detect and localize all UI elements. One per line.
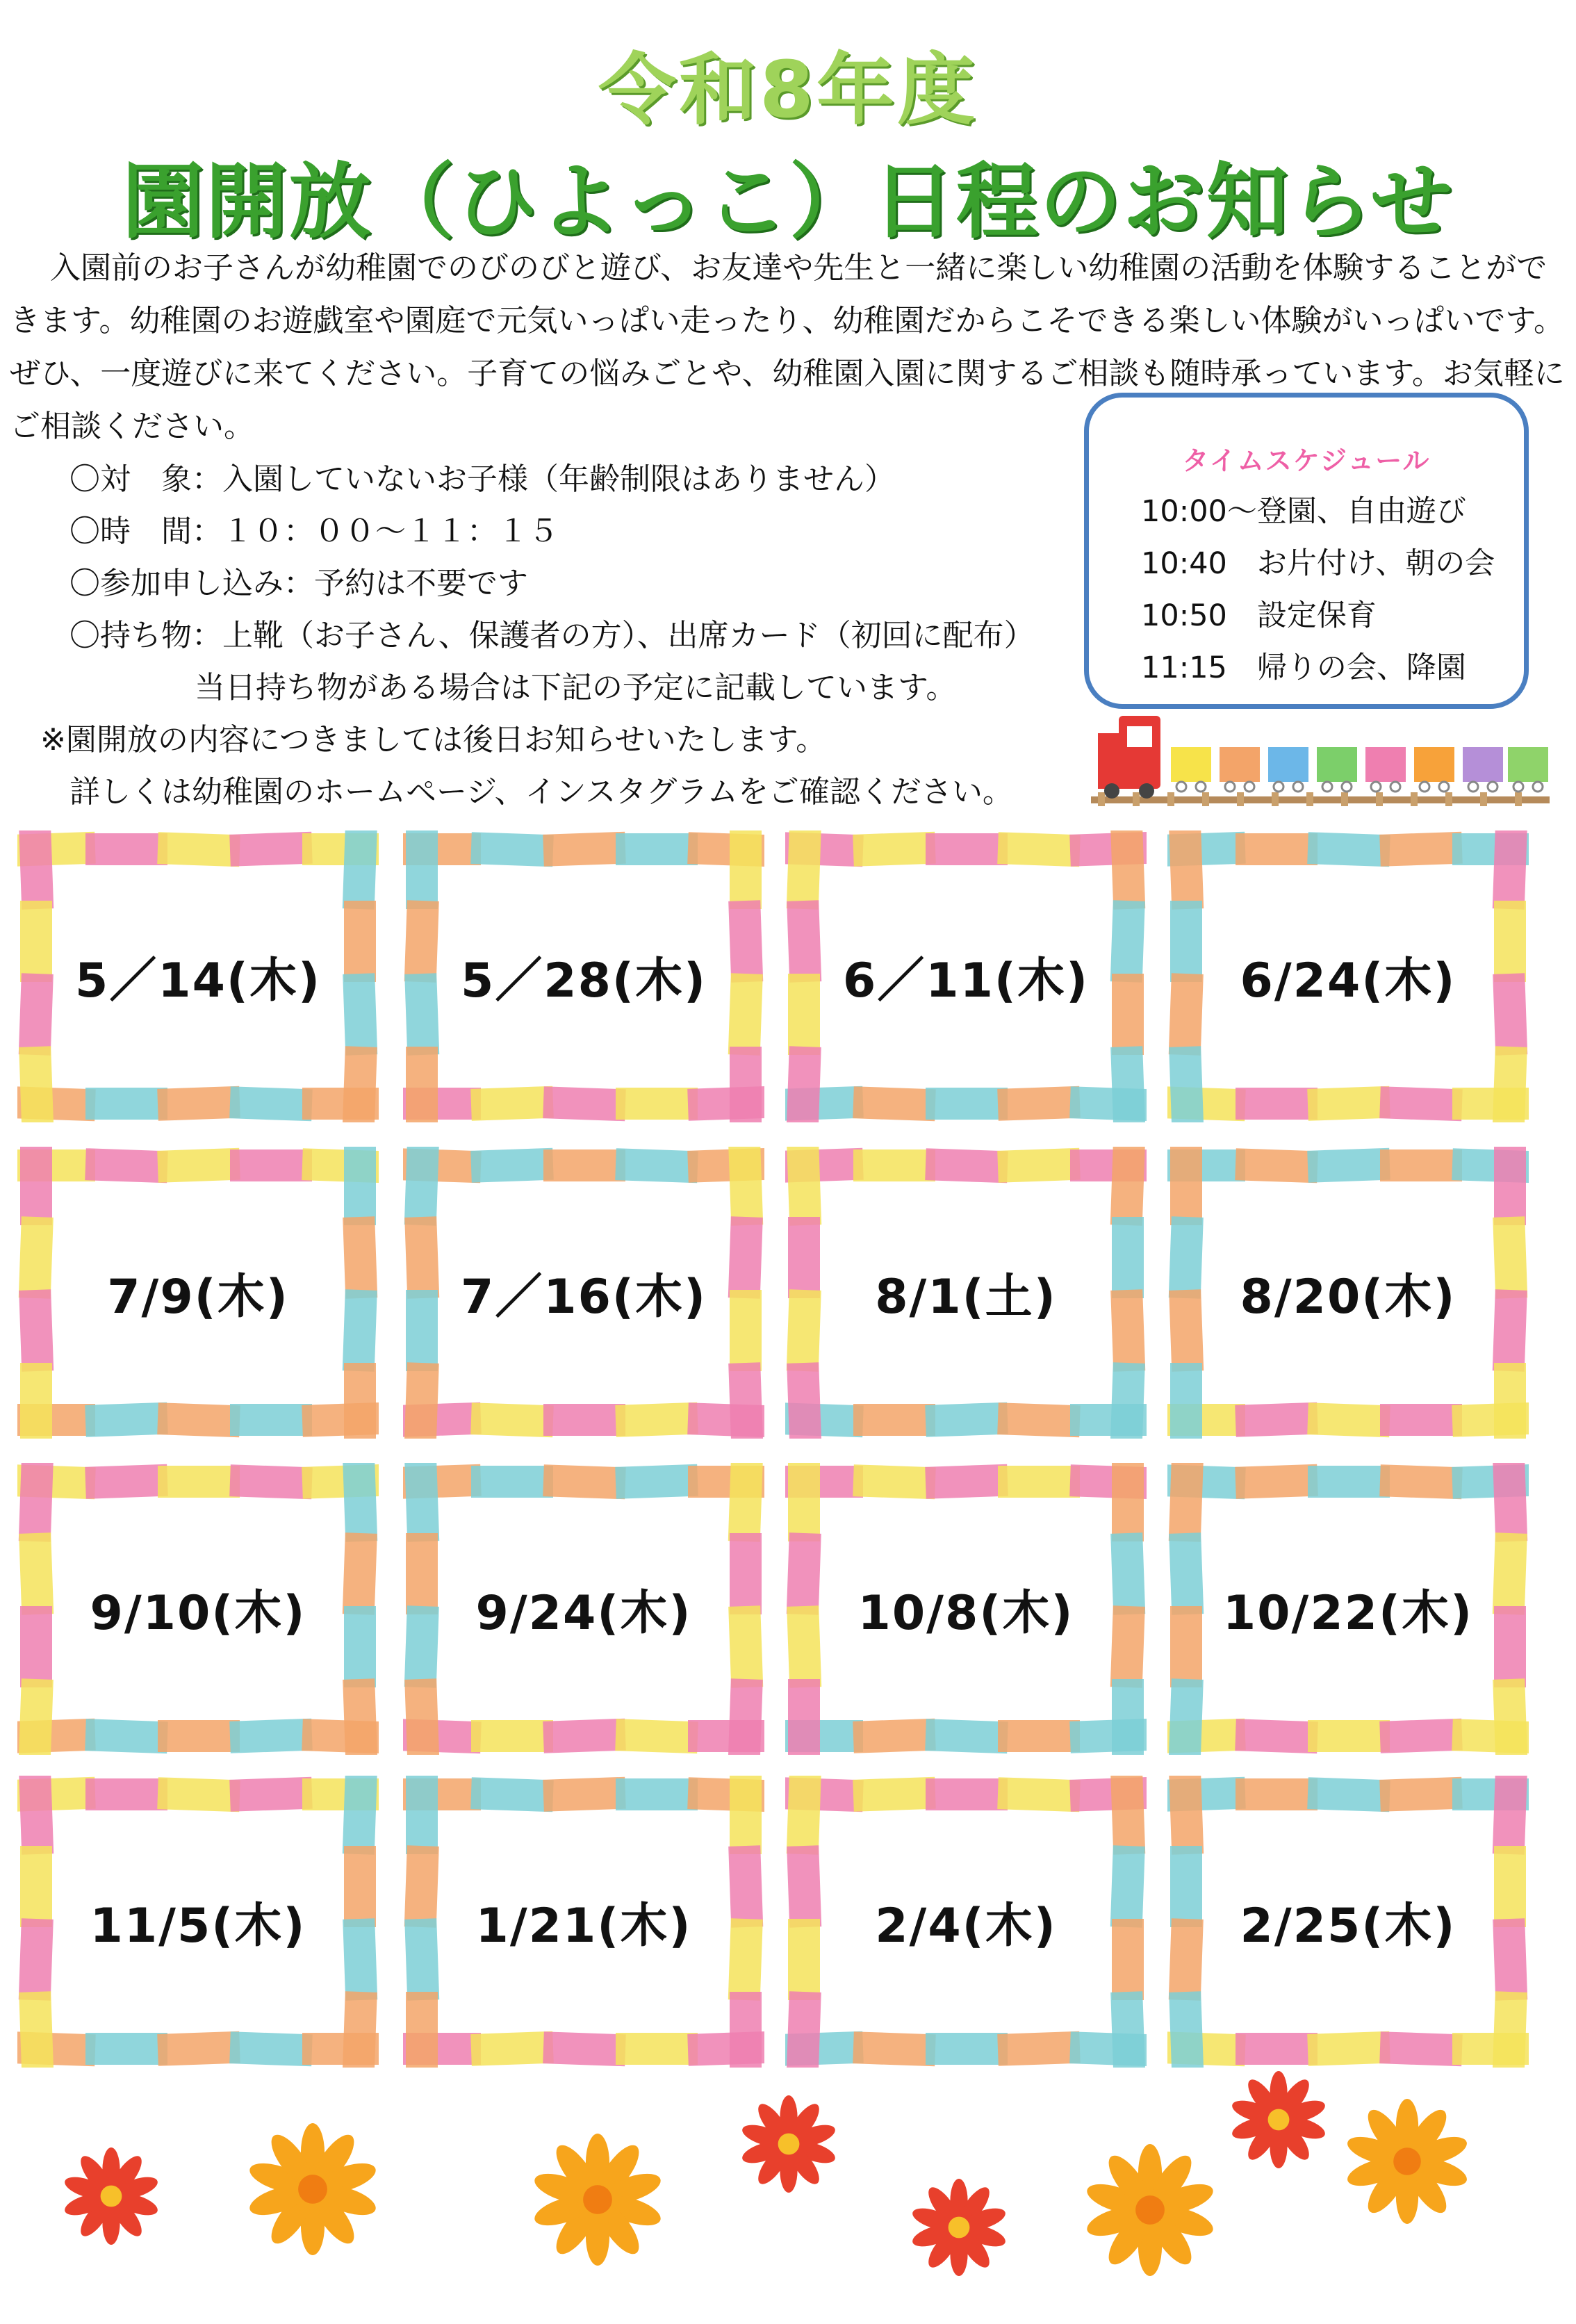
flower-icon	[1341, 2095, 1473, 2230]
info-details: 詳しくは幼稚園のホームページ、インスタグラムをご確認ください。	[69, 774, 1013, 810]
info-items: 〇持ち物：上靴（お子さん、保護者の方）、出席カード（初回に配布）	[69, 618, 1035, 653]
date-frame	[17, 830, 379, 1122]
flower-icon	[59, 2144, 163, 2251]
date-label: 2/4(木)	[875, 1898, 1057, 1954]
flower-icon	[737, 2092, 841, 2199]
info-target: 〇対 象：入園していないお子様（年齢制限はありません）	[69, 461, 895, 497]
flower-icon	[243, 2120, 382, 2261]
date-label: 10/8(木)	[857, 1585, 1074, 1641]
info-apply: 〇参加申し込み：予約は不要です	[69, 566, 528, 601]
info-time: 〇時 間：１０：００～１１：１５	[69, 514, 559, 549]
date-frame	[17, 1776, 379, 2068]
schedule-title: タイムスケジュール	[1182, 445, 1431, 476]
date-label: 11/5(木)	[90, 1898, 306, 1954]
date-frame	[785, 830, 1147, 1122]
date-frame	[17, 1463, 379, 1755]
date-label: 6/24(木)	[1240, 953, 1456, 1008]
schedule-row: 11:15 帰りの会、降園	[1141, 650, 1466, 685]
date-label: 9/10(木)	[90, 1585, 306, 1641]
train-illustration	[1091, 716, 1550, 806]
schedule-row: 10:40 お片付け、朝の会	[1141, 546, 1495, 581]
flower-icon	[528, 2130, 667, 2272]
date-label: 5／14(木)	[74, 953, 322, 1008]
date-label: 8/1(土)	[875, 1269, 1057, 1325]
flower-icon	[1081, 2141, 1220, 2282]
date-label: 7/9(木)	[107, 1269, 289, 1325]
date-frame	[1167, 1147, 1529, 1439]
date-label: 1/21(木)	[475, 1898, 692, 1954]
date-label: 5／28(木)	[460, 953, 707, 1008]
flower-icon	[907, 2175, 1011, 2282]
date-label: 7／16(木)	[460, 1269, 707, 1325]
date-label: 8/20(木)	[1240, 1269, 1456, 1325]
date-frame	[403, 1776, 764, 2068]
date-frame	[785, 1463, 1147, 1755]
year-title: 令和8年度	[598, 45, 978, 136]
info-notice: ※園開放の内容につきましては後日お知らせいたします。	[40, 722, 827, 758]
date-label: 10/22(木)	[1222, 1585, 1474, 1641]
date-frame	[785, 1776, 1147, 2068]
date-frame	[403, 1147, 764, 1439]
intro-paragraph: 入園前のお子さんが幼稚園でのびのびと遊び、お友達や先生と一緒に楽しい幼稚園の活動を体験することができます。幼稚園のお遊戯室や園庭で元気いっぱい走ったり、幼稚園だからこそできる楽しい体験がいっぱいです。ぜひ、一度遊びに来てください。子育ての悩みごとや、幼稚園入園に関するご相談も随時承っています。お気軽にご相談ください。	[10, 250, 1565, 444]
date-label: 2/25(木)	[1240, 1898, 1456, 1954]
date-frame	[403, 1463, 764, 1755]
schedule-row: 10:50 設定保育	[1141, 598, 1377, 633]
info-items-note: 当日持ち物がある場合は下記の予定に記載しています。	[195, 670, 957, 705]
time-schedule-box	[1084, 393, 1529, 709]
schedule-row: 10:00～登園、自由遊び	[1141, 494, 1466, 529]
date-frame	[403, 830, 764, 1122]
flower-icon	[1226, 2068, 1331, 2175]
date-frame	[1167, 1463, 1529, 1755]
date-label: 9/24(木)	[475, 1585, 692, 1641]
date-frame	[17, 1147, 379, 1439]
date-frame	[785, 1147, 1147, 1439]
date-frame	[1167, 1776, 1529, 2068]
main-title: 園開放（ひよっこ）日程のお知らせ	[122, 154, 1454, 249]
date-frame	[1167, 830, 1529, 1122]
date-label: 6／11(木)	[842, 953, 1090, 1008]
